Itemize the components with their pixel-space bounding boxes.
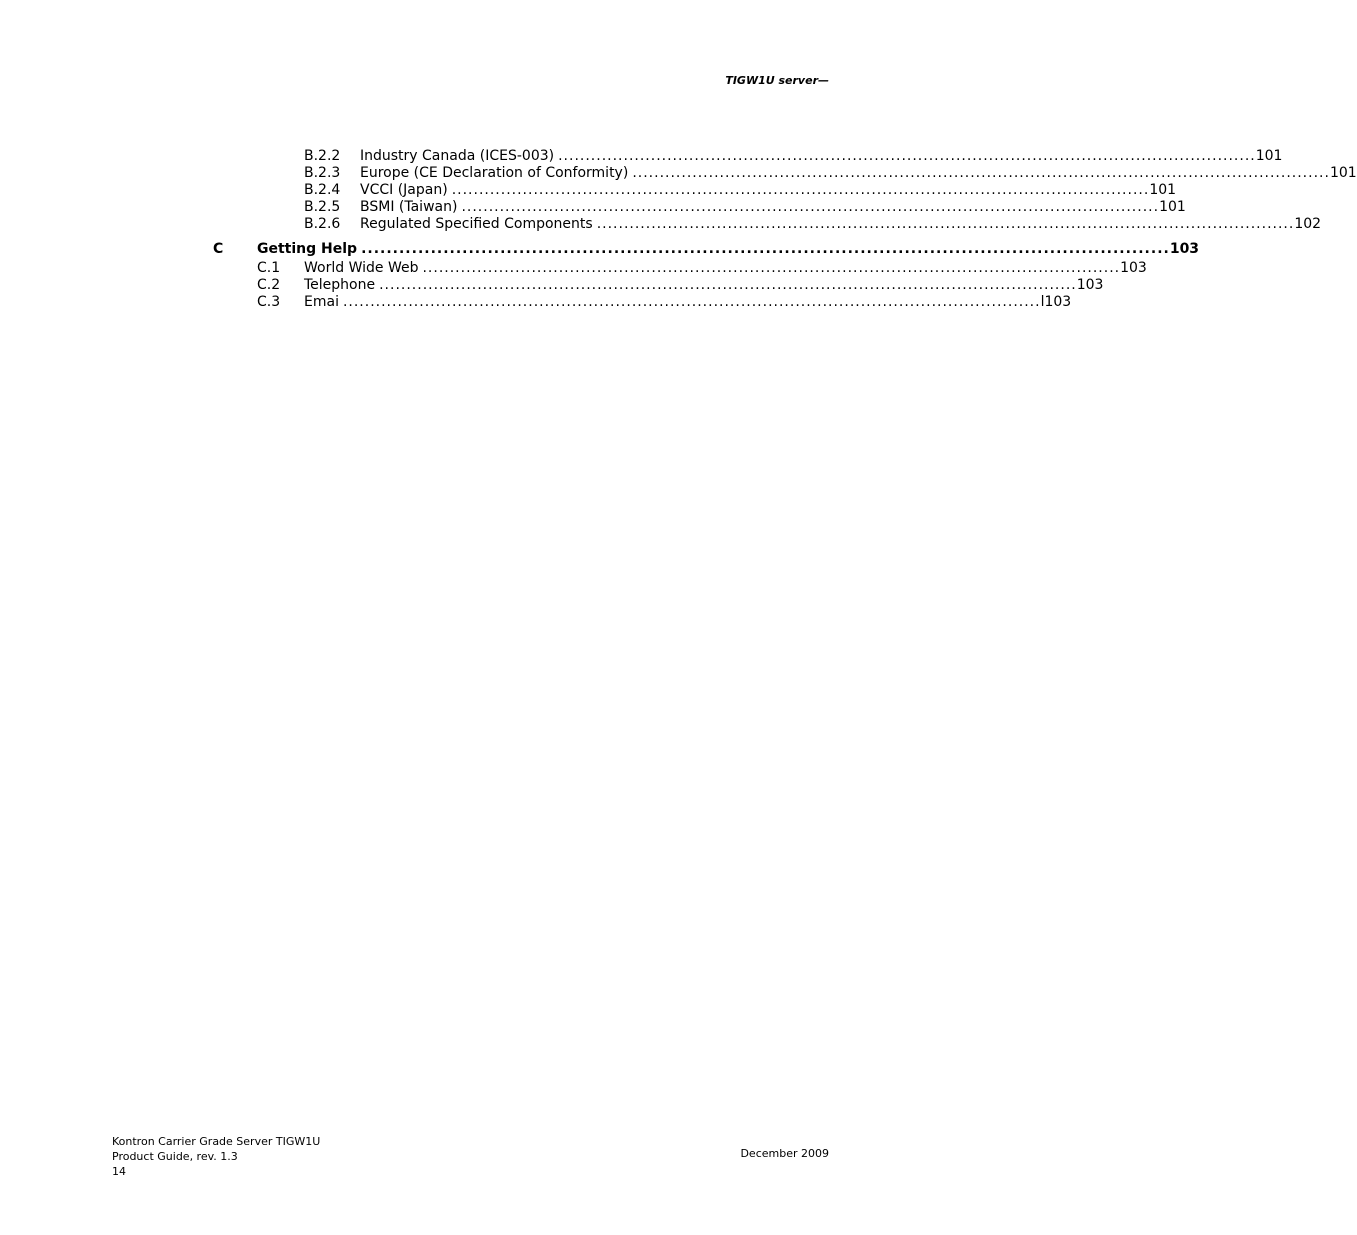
footer-guide-revision: Product Guide, rev. 1.3: [112, 1150, 238, 1163]
toc-entry-title: BSMI (Taiwan): [360, 199, 458, 215]
toc-entry-page: l103: [1040, 294, 1072, 310]
toc-chapter-entry[interactable]: [213, 241, 1200, 258]
toc-entry-number: B.2.5: [304, 199, 341, 215]
toc-dot-leader: ................................................................................................................................: [632, 165, 1330, 181]
toc-entry-page: 101: [1149, 182, 1177, 198]
toc-dot-leader: ................................................................................................................................: [379, 277, 1077, 293]
toc-dot-leader: ................................................................................................................................: [558, 148, 1256, 164]
toc-entry-title: VCCI (Japan): [360, 182, 448, 198]
toc-entry-title: Emai: [304, 294, 339, 310]
toc-dot-leader: ................................................................................................................................: [361, 241, 1170, 257]
toc-dot-leader: ................................................................................................................................: [422, 260, 1121, 276]
toc-dot-leader: ................................................................................................................................: [461, 199, 1160, 215]
toc-entry-number: B.2.4: [304, 182, 341, 198]
toc-entry-number: B.2.3: [304, 165, 341, 181]
toc-dot-leader: ................................................................................................................................: [342, 294, 1041, 310]
toc-dot-leader: ................................................................................................................................: [596, 216, 1295, 232]
toc-entry[interactable]: [304, 199, 1186, 216]
toc-entry[interactable]: [304, 148, 1283, 165]
toc-entry-number: C.3: [257, 294, 281, 310]
toc-entry-title: Getting Help: [257, 241, 358, 257]
toc-entry-number: C.1: [257, 260, 281, 276]
toc-entry-title: Industry Canada (ICES-003): [360, 148, 555, 164]
toc-entry-page: 103: [1120, 260, 1147, 276]
toc-entry-page: 102: [1294, 216, 1322, 232]
toc-entry-page: 101: [1255, 148, 1283, 164]
toc-entry[interactable]: [257, 260, 1147, 277]
page-footer: [112, 1134, 320, 1179]
toc-entry-number: B.2.2: [304, 148, 341, 164]
toc-entry[interactable]: [304, 182, 1177, 199]
footer-product-name: Kontron Carrier Grade Server TIGW1U: [112, 1135, 321, 1148]
toc-dot-leader: ................................................................................................................................: [451, 182, 1150, 198]
toc-entry-title: Telephone: [304, 277, 376, 293]
toc-entry-number: B.2.6: [304, 216, 341, 232]
toc-entry-page: 101: [1159, 199, 1186, 215]
toc-entry-page: 103: [1076, 277, 1104, 293]
toc-entry-title: Regulated Specified Components: [360, 216, 593, 232]
toc-entry[interactable]: [304, 216, 1322, 233]
toc-entry[interactable]: [304, 165, 1357, 182]
toc-entry-number: C.2: [257, 277, 281, 293]
footer-page-number: 14: [112, 1165, 126, 1178]
footer-date: December 2009: [740, 1147, 829, 1160]
running-header: TIGW1U server—: [725, 74, 829, 87]
toc-entry-page: 103: [1169, 241, 1200, 257]
toc-entry[interactable]: [257, 277, 1104, 294]
toc-entry-title: Europe (CE Declaration of Conformity): [360, 165, 629, 181]
toc-entry[interactable]: [257, 294, 1072, 311]
toc-entry-number: C: [213, 241, 224, 257]
toc-entry-page: 101: [1329, 165, 1357, 181]
toc-entry-title: World Wide Web: [304, 260, 419, 276]
